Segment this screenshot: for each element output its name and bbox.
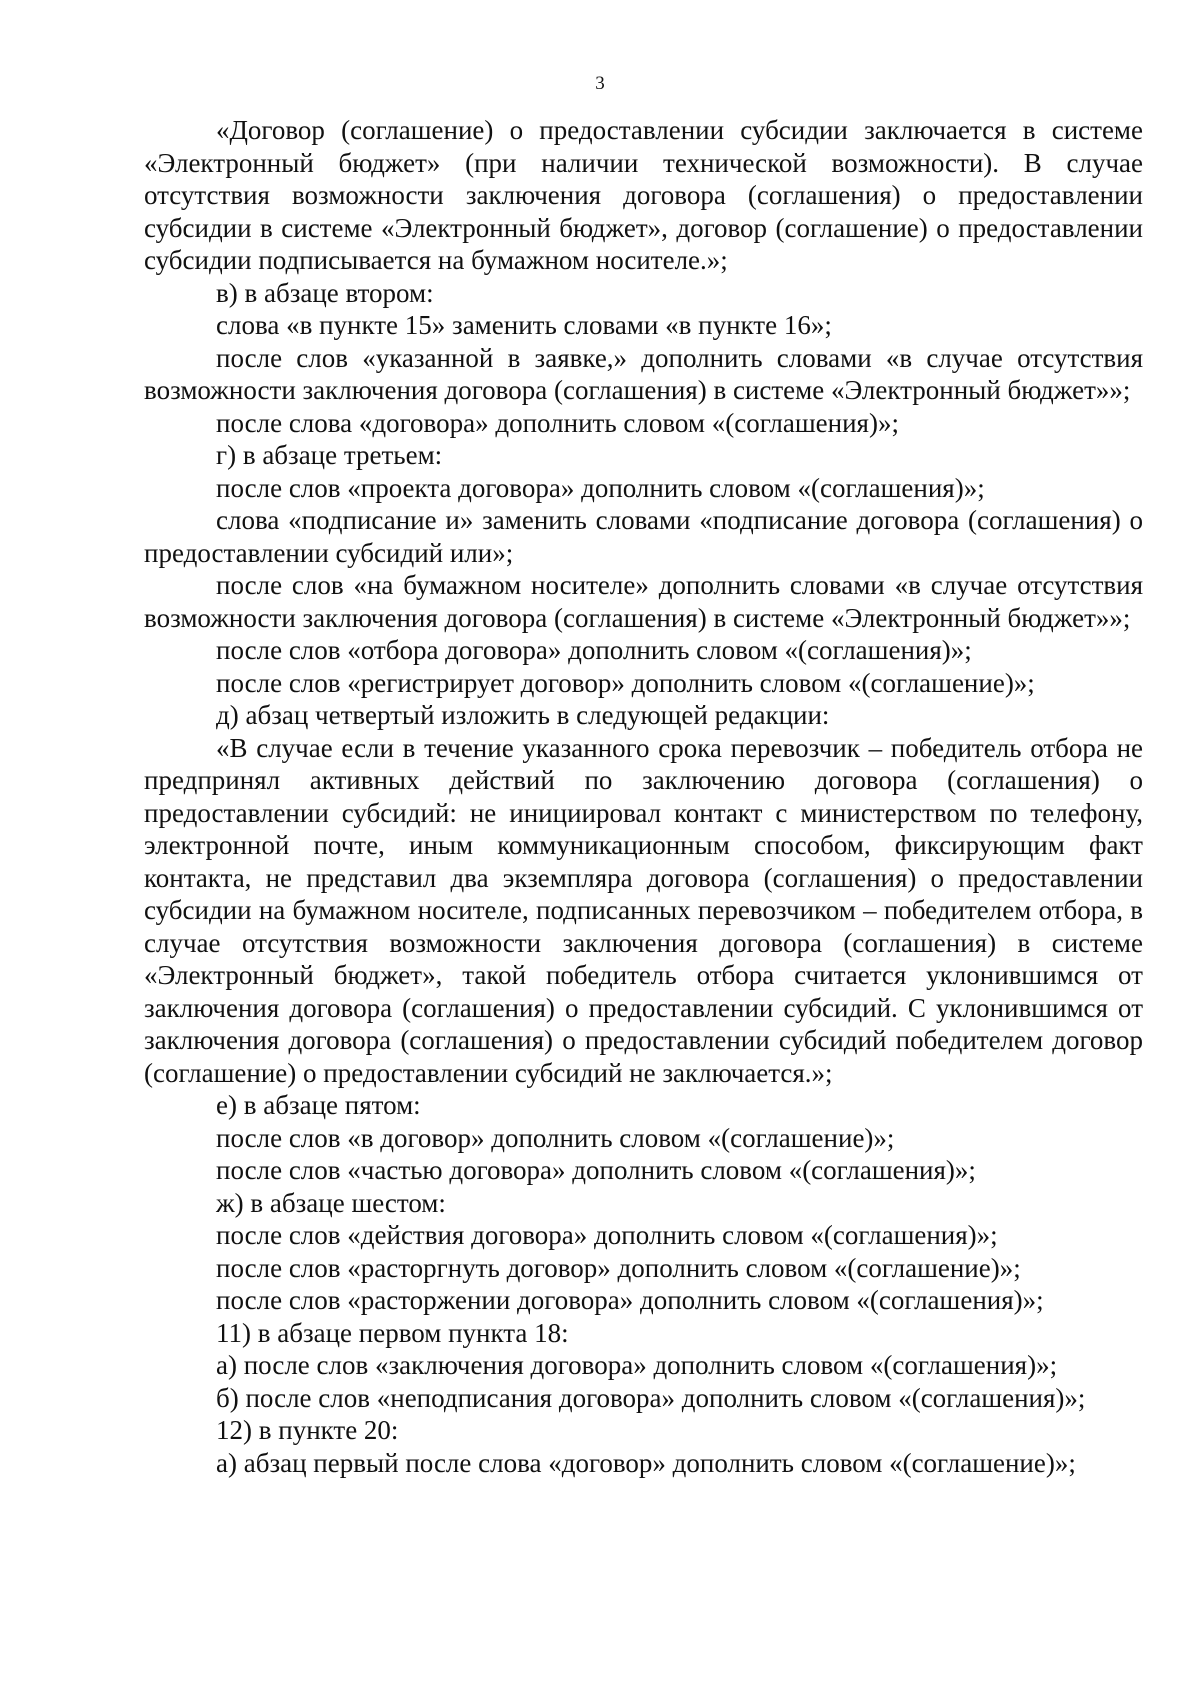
paragraph: после слов «проекта договора» дополнить словом «(соглашения)»;: [216, 472, 985, 503]
paragraph: 12) в пункте 20:: [216, 1415, 399, 1445]
paragraph: после слов «отбора договора» дополнить словом «(соглашения)»;: [216, 635, 972, 665]
paragraph: б) после слов «неподписания договора» дополнить словом «(соглашения)»;: [216, 1382, 1086, 1413]
page-number: 3: [595, 73, 605, 94]
paragraph: после слов «частью договора» дополнить словом «(соглашения)»;: [216, 1155, 976, 1185]
paragraph: после слов «действия договора» дополнить словом «(соглашения)»;: [216, 1220, 998, 1250]
paragraph: г) в абзаце третьем:: [216, 440, 443, 470]
paragraph: после слов «на бумажном носителе» дополнить словами «в случае отсутствия возможности заключения договора (соглашения) в системе «Электронный бюджет»»;: [144, 570, 1143, 633]
paragraph: 11) в абзаце первом пункта 18:: [216, 1317, 569, 1348]
paragraph: после слов «указанной в заявке,» дополнить словами «в случае отсутствия возможности заключения договора (соглашения) в системе «Электронный бюджет»»;: [144, 342, 1143, 405]
paragraph: е) в абзаце пятом:: [216, 1090, 421, 1120]
paragraph: а) абзац первый после слова «договор» дополнить словом «(соглашение)»;: [216, 1447, 1076, 1478]
paragraph: слова «подписание и» заменить словами «подписание договора (соглашения) о предоставлении субсидий или»;: [144, 505, 1143, 568]
paragraph: д) абзац четвертый изложить в следующей редакции:: [216, 700, 830, 730]
paragraph: в) в абзаце втором:: [216, 277, 434, 308]
paragraph: после слова «договора» дополнить словом «(соглашения)»;: [216, 407, 899, 438]
paragraph: слова «в пункте 15» заменить словами «в пункте 16»;: [216, 310, 832, 340]
paragraph: а) после слов «заключения договора» дополнить словом «(соглашения)»;: [216, 1350, 1058, 1380]
paragraph: «Договор (соглашение) о предоставлении субсидии заключается в системе «Электронный бюджет» (при наличии технической возможности). В случае отсутствия возможности заключения договора (соглашения) о предоставлении субсидии в системе «Электронный бюджет», договор (соглашение) о предоставлении субсидии подписывается на бумажном носителе.»;: [144, 115, 1143, 275]
paragraph: после слов «регистрирует договор» дополнить словом «(соглашение)»;: [216, 667, 1035, 698]
paragraph: «В случае если в течение указанного срока перевозчик – победитель отбора не предпринял активных действий по заключению договора (соглашения) о предоставлении субсидий: не инициировал контакт с министерством по телефону, электронной почте, иным коммуникационным способом, фиксирующим факт контакта, не представил два экземпляра договора (соглашения) о предоставлении субсидии на бумажном носителе, подписанных перевозчиком – победителем отбора, в случае отсутствия возможности заключения договора (соглашения) в системе «Электронный бюджет», такой победитель отбора считается уклонившимся от заключения договора (соглашения) о предоставлении субсидий. С уклонившимся от заключения договора (соглашения) о предоставлении субсидий победителем договор (соглашение) о предоставлении субсидий не заключается.»;: [144, 732, 1143, 1088]
paragraph: после слов «в договор» дополнить словом «(соглашение)»;: [216, 1122, 895, 1153]
paragraph: после слов «расторжении договора» дополнить словом «(соглашения)»;: [216, 1285, 1044, 1315]
paragraph: ж) в абзаце шестом:: [216, 1187, 446, 1218]
document-body: [144, 114, 1143, 1479]
paragraph: после слов «расторгнуть договор» дополнить словом «(соглашение)»;: [216, 1252, 1021, 1283]
